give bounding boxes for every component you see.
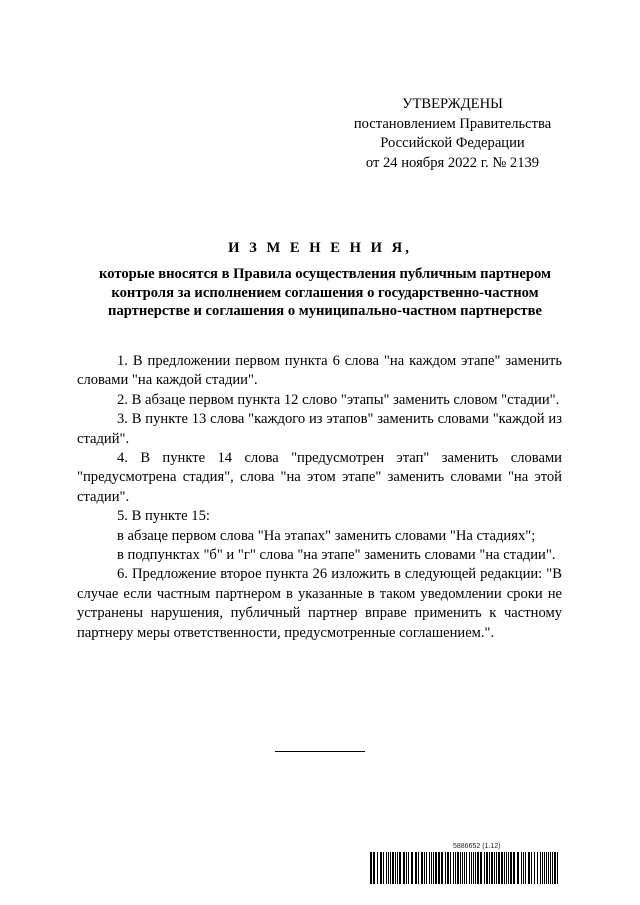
paragraph-item-3: 3. В пункте 13 слова "каждого из этапов" заменить словами "каждой из стадий". [77, 411, 562, 447]
paragraph-item-2: 2. В абзаце первом пункта 12 слово "этапы" заменить словом "стадии". [117, 391, 560, 408]
barcode-icon [370, 852, 560, 884]
document-title: И З М Е Н Е Н И Я, [228, 240, 412, 256]
approval-heading: УТВЕРЖДЕНЫ [402, 96, 503, 112]
paragraph-item-5-sub-2: в подпунктах "б" и "г" слова "на этапе" заменить словами "на стадии". [117, 547, 556, 564]
approval-line-date: от 24 ноября 2022 г. № 2139 [365, 154, 540, 171]
paragraph-item-5-sub-1: в абзаце первом слова "На этапах" заменить словами "На стадиях"; [117, 527, 536, 544]
paragraph-item-4: 4. В пункте 14 слова "предусмотрен этап" заменить словами "предусмотрена стадия", слова "на этом этапе" заменить словами "на этой стадии". [77, 450, 562, 505]
approval-line-government: Российской Федерации [380, 135, 525, 151]
end-divider [275, 751, 365, 752]
document-number: 5886652 (1.12) [453, 843, 501, 850]
paragraph-item-1: 1. В предложении первом пункта 6 слова "на каждом этапе" заменить словами "на каждой стадии". [77, 353, 562, 389]
paragraph-item-5: 5. В пункте 15: [117, 508, 210, 525]
document-subtitle: которые вносятся в Правила осуществления публичным партнером контроля за исполнением соглашения о государственно-частном партнерстве и соглашения о муниципально-частном партнерстве [99, 266, 551, 319]
approval-block [330, 95, 575, 173]
paragraph-item-6: 6. Предложение второе пункта 26 изложить в следующей редакции: "В случае если частным партнером в указанные в таком уведомлении сроки не устранены нарушения, публичный партнер вправе применить к частному партнеру меры ответственности, предусмотренные соглашением.". [77, 566, 562, 641]
approval-line-resolution: постановлением Правительства [353, 115, 552, 132]
document-body [77, 352, 562, 643]
